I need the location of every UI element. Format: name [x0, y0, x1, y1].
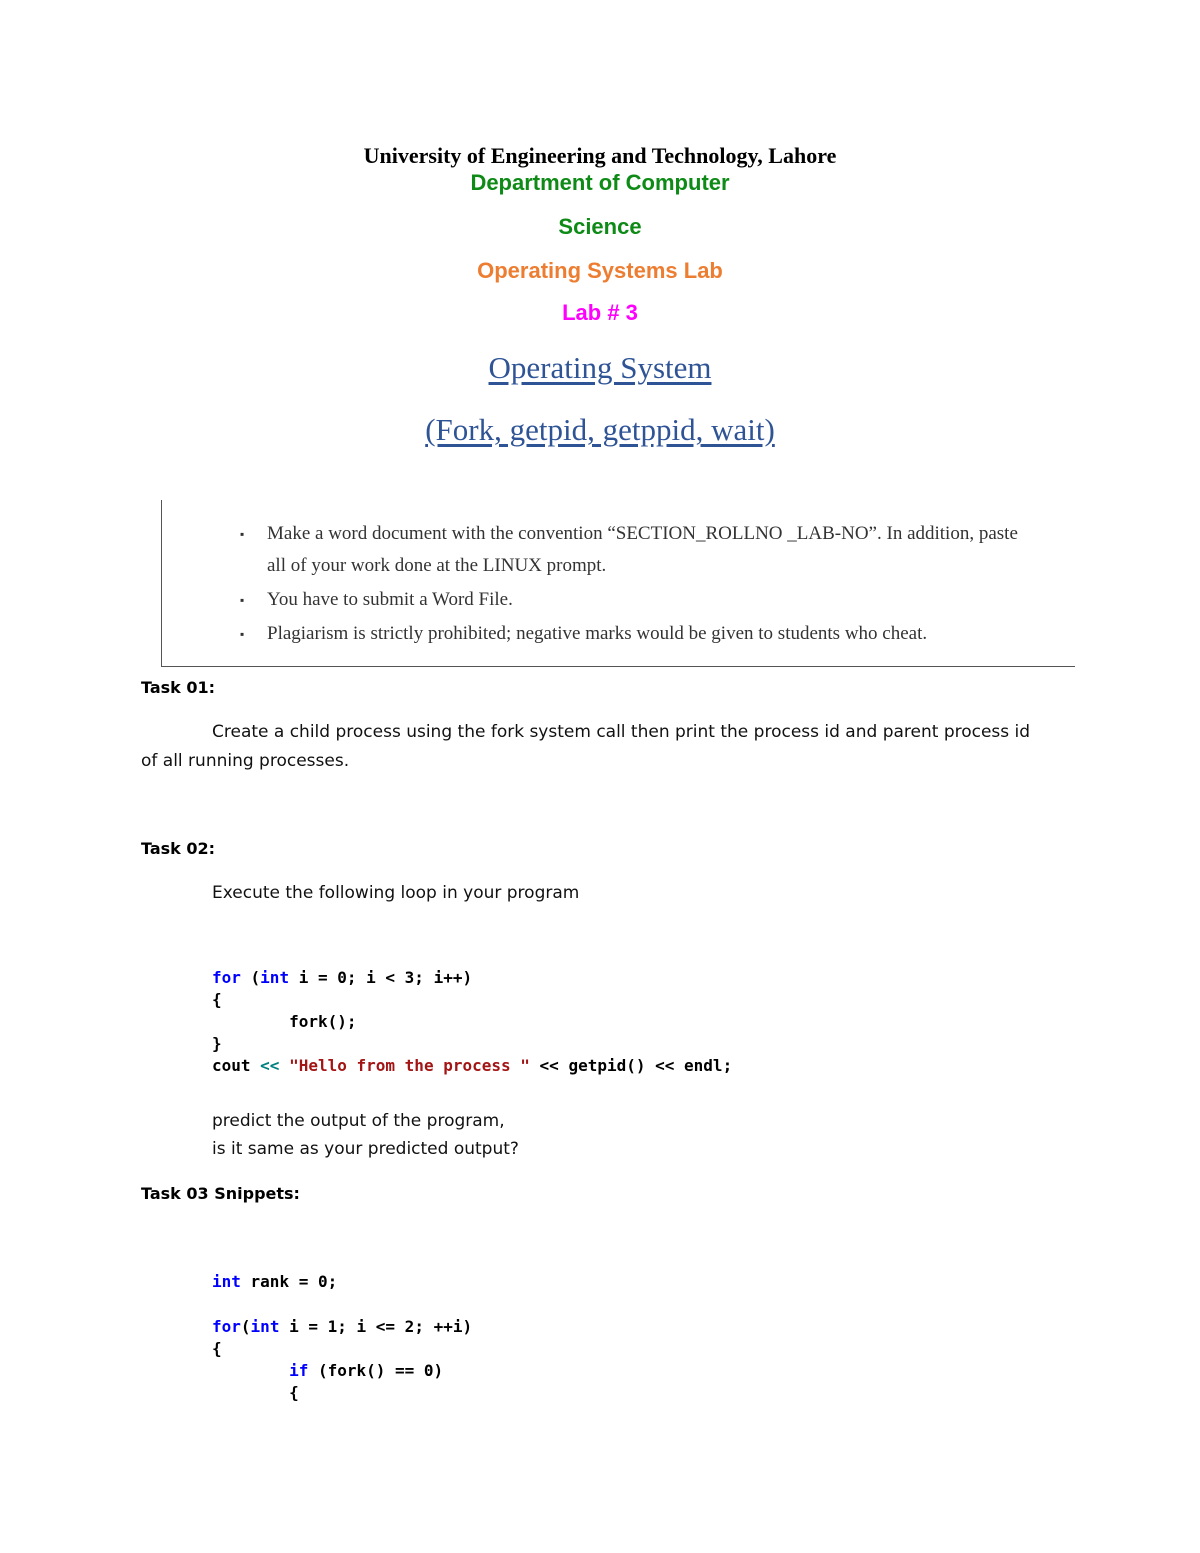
instructions-list	[232, 518, 1032, 652]
instruction-item	[232, 618, 1032, 650]
lab-number: Lab # 3	[562, 300, 638, 325]
task3-code-block: for(int i = 1; i <= 2; ++i) { if (fork() == 0) {	[212, 1317, 473, 1402]
document-title: Operating System	[488, 350, 712, 385]
code-keyword: for	[212, 968, 241, 987]
task2-heading: Task 02:	[141, 839, 216, 858]
department-line-1: Department of Computer	[470, 170, 730, 195]
code-keyword: int	[212, 1272, 241, 1291]
code-string: "Hello from the process "	[289, 1056, 530, 1075]
department-line-2: Science	[558, 214, 642, 239]
task2-question-2: is it same as your predicted output?	[212, 1139, 519, 1159]
code-keyword: int	[250, 1317, 280, 1336]
document-subtitle: (Fork, getpid, getppid, wait)	[425, 412, 775, 447]
task1-text-line2: of all running processes.	[141, 751, 350, 771]
task2-intro: Execute the following loop in your program	[212, 883, 580, 903]
bullet-icon: ▪	[240, 593, 245, 607]
task3-code-line-rank: int rank = 0;	[212, 1272, 338, 1291]
instruction-item	[232, 518, 1032, 582]
task3-heading: Task 03 Snippets:	[141, 1184, 300, 1203]
task1-heading: Task 01:	[141, 678, 216, 697]
instruction-text: You have to submit a Word File.	[267, 589, 513, 610]
code-keyword: for	[212, 1317, 241, 1336]
instruction-item	[232, 584, 1032, 616]
instruction-text: Make a word document with the convention “SECTION_ROLLNO _LAB-NO”. In addition, paste all of your work done at the LINUX prompt.	[267, 523, 1018, 576]
bullet-icon: ▪	[240, 527, 245, 541]
code-keyword: if	[289, 1361, 309, 1380]
code-keyword: int	[260, 968, 290, 987]
instruction-text: Plagiarism is strictly prohibited; negative marks would be given to students who cheat.	[267, 623, 928, 644]
bullet-icon: ▪	[240, 627, 245, 641]
task2-question-1: predict the output of the program,	[212, 1111, 505, 1131]
task1-text-line1: Create a child process using the fork system call then print the process id and parent process id	[212, 722, 1031, 742]
instructions-box	[161, 500, 1075, 667]
task2-code-block: for (int i = 0; i < 3; i++) { fork(); } cout << "Hello from the process " << getpid() << endl;	[212, 968, 733, 1075]
course-title: Operating Systems Lab	[477, 258, 723, 283]
university-title: University of Engineering and Technology, Lahore	[363, 143, 837, 168]
